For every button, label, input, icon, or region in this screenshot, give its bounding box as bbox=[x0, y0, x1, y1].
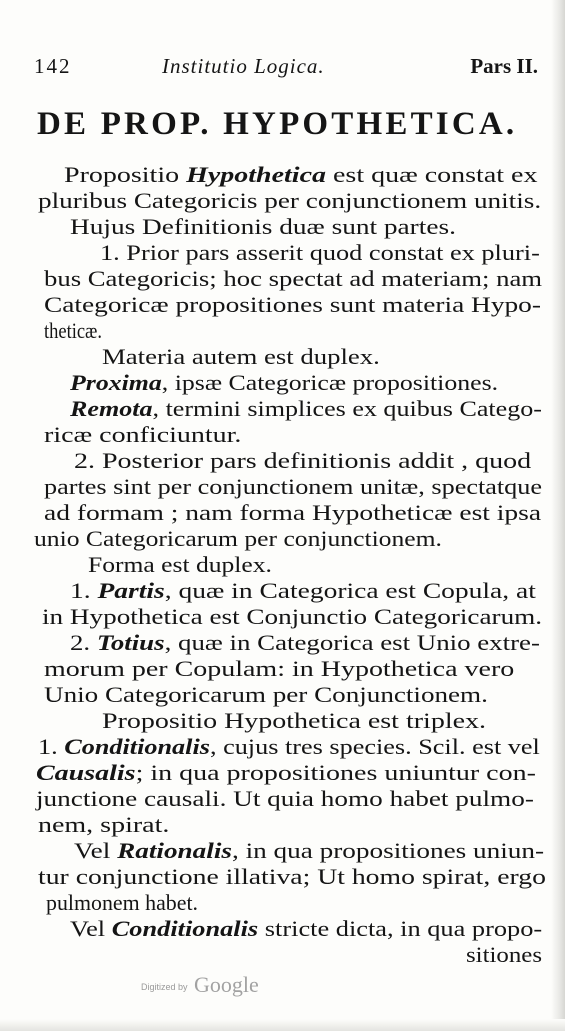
text-segment: 1. bbox=[38, 734, 65, 759]
text-segment: theticæ. bbox=[44, 318, 102, 343]
part-label: Pars II. bbox=[470, 54, 538, 78]
text-line bbox=[64, 162, 537, 188]
text-segment: Hujus Definitionis duæ sunt partes. bbox=[70, 214, 456, 239]
text-line bbox=[44, 422, 241, 448]
text-line bbox=[42, 604, 542, 630]
italic-term: Causalis bbox=[36, 760, 136, 785]
text-line bbox=[36, 760, 536, 786]
running-title: Institutio Logica. bbox=[162, 54, 325, 78]
text-segment: morum per Copulam: in Hypothetica vero bbox=[44, 656, 515, 681]
text-segment: ; in qua propositiones uniuntur con- bbox=[135, 760, 536, 785]
text-segment: , ipsæ Categoricæ propositiones. bbox=[161, 370, 499, 395]
text-line bbox=[38, 734, 540, 760]
text-segment: est quæ constat ex bbox=[326, 162, 538, 187]
italic-term: Conditionalis bbox=[64, 734, 210, 759]
text-segment: Materia autem est duplex. bbox=[102, 344, 380, 369]
text-segment: Unio Categoricarum per Conjunctionem. bbox=[44, 682, 488, 707]
text-line bbox=[44, 656, 514, 682]
text-line bbox=[466, 942, 542, 968]
text-line bbox=[44, 292, 541, 318]
text-line bbox=[44, 318, 102, 344]
text-line bbox=[44, 682, 488, 708]
text-segment: , in qua propositiones uniun- bbox=[231, 838, 545, 863]
text-line bbox=[70, 578, 536, 604]
page-number: 142 bbox=[34, 54, 72, 78]
italic-term: Rationalis bbox=[117, 838, 232, 863]
italic-term: Remota bbox=[70, 396, 153, 421]
text-segment: tur conjunctione illativa; Ut homo spirat, ergo bbox=[38, 864, 546, 889]
text-line bbox=[44, 500, 541, 526]
text-segment: pulmonem habet. bbox=[46, 890, 199, 915]
text-segment: nem, spirat. bbox=[38, 812, 170, 837]
italic-term: Conditionalis bbox=[111, 916, 259, 941]
italic-term: Proxima bbox=[70, 370, 162, 395]
text-segment: pluribus Categoricis per conjunctionem unitis. bbox=[38, 188, 542, 213]
text-segment: Vel bbox=[74, 838, 118, 863]
text-segment: Categoricæ propositiones sunt materia Hypo- bbox=[44, 292, 541, 317]
text-line bbox=[38, 812, 169, 838]
text-segment: Vel bbox=[70, 916, 112, 941]
text-line bbox=[74, 448, 531, 474]
text-segment: unio Categoricarum per conjunctionem. bbox=[34, 526, 442, 551]
page-edge-shadow bbox=[551, 0, 565, 1031]
text-segment: , termini simplices ex quibus Catego- bbox=[152, 396, 542, 421]
section-title: DE PROP. HYPOTHETICA. bbox=[37, 106, 518, 142]
text-segment: 2. bbox=[70, 630, 97, 655]
text-segment: Propositio bbox=[64, 162, 187, 187]
text-segment: partes sint per conjunctionem unitæ, spectatque bbox=[44, 474, 543, 499]
text-line bbox=[88, 552, 272, 578]
text-line bbox=[70, 214, 456, 240]
text-segment: , quæ in Categorica est Copula, at bbox=[164, 578, 536, 603]
text-segment: stricte dicta, in qua propo- bbox=[258, 916, 543, 941]
text-line bbox=[70, 370, 498, 396]
text-line bbox=[70, 916, 542, 942]
text-segment: Forma est duplex. bbox=[88, 552, 272, 577]
italic-term: Partis bbox=[97, 578, 165, 603]
text-line bbox=[70, 396, 542, 422]
text-segment: sitiones bbox=[466, 942, 543, 967]
text-segment: in Hypothetica est Conjunctio Categoricarum. bbox=[42, 604, 543, 629]
text-segment: Propositio Hypothetica est triplex. bbox=[102, 708, 487, 733]
text-segment: ricæ conficiuntur. bbox=[44, 422, 242, 447]
text-segment: , cujus tres species. Scil. est vel bbox=[209, 734, 540, 759]
text-segment: bus Categoricis; hoc spectat ad materiam; nam bbox=[44, 266, 543, 291]
italic-term: Hypothetica bbox=[186, 162, 327, 187]
google-logo: Google bbox=[193, 972, 259, 997]
text-line bbox=[100, 240, 540, 266]
digitization-watermark bbox=[141, 972, 259, 998]
text-segment: 1. Prior pars asserit quod constat ex pluri- bbox=[100, 240, 540, 265]
text-line bbox=[38, 188, 541, 214]
text-line bbox=[74, 838, 544, 864]
page-bottom-shadow bbox=[0, 1019, 565, 1031]
text-line bbox=[46, 890, 198, 916]
text-line bbox=[102, 708, 486, 734]
digitized-by-label: Digitized by bbox=[141, 982, 188, 992]
text-line bbox=[34, 526, 442, 552]
text-line bbox=[44, 474, 542, 500]
text-line bbox=[102, 344, 380, 370]
text-segment: junctione causali. Ut quia homo habet pulmo- bbox=[36, 786, 534, 811]
text-segment: 2. Posterior pars definitionis addit , quod bbox=[74, 448, 532, 473]
text-line bbox=[38, 864, 546, 890]
text-segment: 1. bbox=[70, 578, 98, 603]
text-line bbox=[36, 786, 534, 812]
text-segment: , quæ in Categorica est Unio extre- bbox=[164, 630, 540, 655]
running-header bbox=[34, 52, 542, 84]
text-segment: ad formam ; nam forma Hypotheticæ est ipsa bbox=[44, 500, 542, 525]
text-line bbox=[70, 630, 540, 656]
text-line bbox=[44, 266, 542, 292]
italic-term: Totius bbox=[96, 630, 165, 655]
